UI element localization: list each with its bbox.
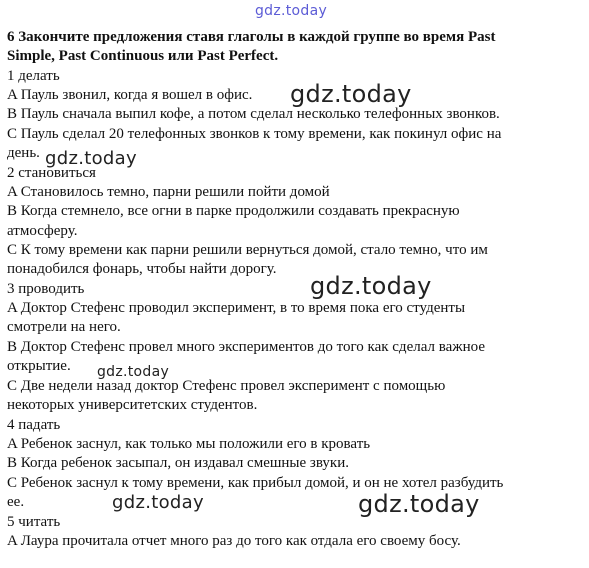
sentence-line: A Ребенок заснул, как только мы положили его в кровать: [7, 436, 371, 452]
group-heading: 5 читать: [7, 514, 61, 530]
exercise-title-line-2: Simple, Past Continuous или Past Perfect.: [7, 48, 279, 64]
sentence-line: B Доктор Стефенс провел много экспериментов до того как сделал важное: [7, 339, 486, 355]
sentence-line: B Когда ребенок засыпал, он издавал смешные звуки.: [7, 455, 349, 471]
exercise-title-line-1: 6 Закончите предложения ставя глаголы в каждой группе во время Past: [7, 29, 496, 45]
sentence-line: C Ребенок заснул к тому времени, как прибыл домой, и он не хотел разбудить: [7, 475, 504, 491]
group-heading: 2 становиться: [7, 165, 96, 181]
sentence-line: ее.: [7, 494, 25, 510]
sentence-line: B Пауль сначала выпил кофе, а потом сделал несколько телефонных звонков.: [7, 106, 500, 122]
sentence-line: A Пауль звонил, когда я вошел в офис.: [7, 87, 253, 103]
watermark: gdz.today: [358, 490, 480, 518]
group-heading: 1 делать: [7, 68, 60, 84]
sentence-line: C К тому времени как парни решили вернуться домой, стало темно, что им: [7, 242, 488, 258]
group-heading: 3 проводить: [7, 281, 85, 297]
sentence-line: A Доктор Стефенс проводил эксперимент, в то время пока его студенты: [7, 300, 466, 316]
sentence-line: смотрели на него.: [7, 319, 121, 335]
watermark: gdz.today: [97, 364, 170, 380]
sentence-line: день.: [7, 145, 40, 161]
sentence-line: B Когда стемнело, все огни в парке продолжили создавать прекрасную: [7, 203, 460, 219]
watermark: gdz.today: [112, 492, 204, 513]
sentence-line: некоторых университетских студентов.: [7, 397, 258, 413]
sentence-line: A Лаура прочитала отчет много раз до того как отдала его своему босу.: [7, 533, 461, 549]
watermark: gdz.today: [290, 80, 412, 108]
sentence-line: открытие.: [7, 358, 71, 374]
group-heading: 4 падать: [7, 417, 61, 433]
sentence-line: A Становилось темно, парни решили пойти домой: [7, 184, 330, 200]
sentence-line: понадобился фонарь, чтобы найти дорогу.: [7, 261, 277, 277]
watermark-top: gdz.today: [255, 3, 328, 19]
watermark: gdz.today: [45, 148, 137, 169]
sentence-line: атмосферу.: [7, 223, 78, 239]
sentence-line: C Две недели назад доктор Стефенс провел эксперимент с помощью: [7, 378, 446, 394]
watermark: gdz.today: [310, 272, 432, 300]
sentence-line: C Пауль сделал 20 телефонных звонков к тому времени, как покинул офис на: [7, 126, 502, 142]
